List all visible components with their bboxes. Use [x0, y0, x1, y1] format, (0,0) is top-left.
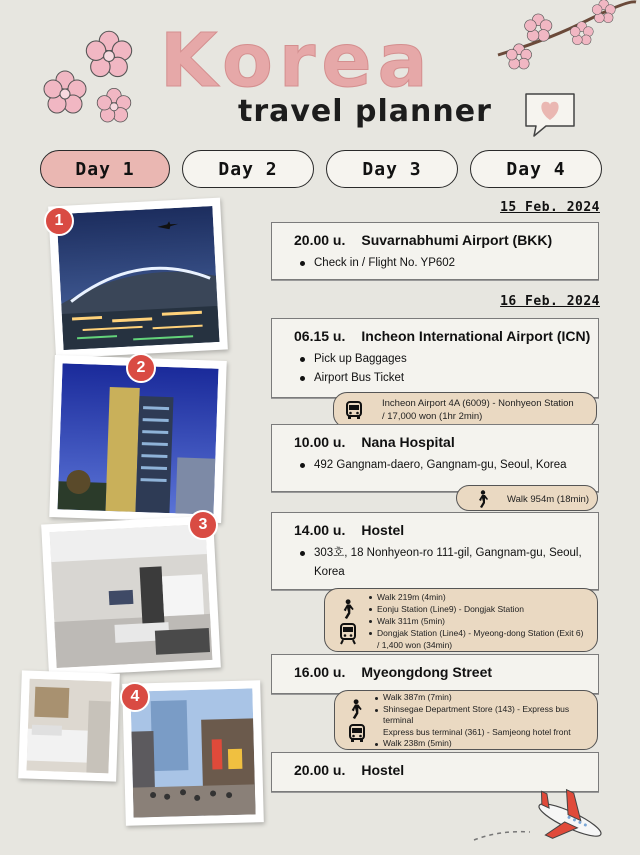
transport-line: / 1,400 won (34min) [377, 640, 453, 650]
date-label: 15 Feb. 2024 [500, 200, 600, 215]
walking-person-icon [475, 490, 489, 508]
page-subtitle: travel planner [238, 94, 492, 129]
page-title: Korea [160, 18, 434, 104]
schedule-item [271, 318, 599, 398]
schedule-item [271, 512, 599, 590]
schedule-place: Incheon International Airport (ICN) [361, 328, 591, 344]
bedroom-image [26, 679, 111, 774]
transport-line: Walk 238m (5min) [375, 738, 591, 750]
schedule-place: Nana Hospital [361, 434, 455, 450]
schedule-time: 20.00 u. [294, 232, 346, 248]
transport-line: Incheon Airport 4A (6009) - Nonhyeon Station [382, 398, 574, 409]
transport-line: Express bus terminal (361) - Samjeong hotel front [383, 726, 571, 737]
schedule-time: 10.00 u. [294, 434, 346, 450]
photo-number-badge: 2 [126, 353, 156, 383]
schedule-time: 16.00 u. [294, 664, 346, 680]
schedule-note: 492 Gangnam-daero, Gangnam-gu, Seoul, Korea [300, 456, 598, 475]
hospital-image [57, 363, 218, 514]
schedule-place: Suvarnabhumi Airport (BKK) [361, 232, 553, 248]
heart-bubble-icon [520, 88, 580, 140]
schedule-place: Hostel [361, 762, 405, 778]
tab-day-4[interactable]: Day 4 [470, 150, 602, 188]
subway-icon [339, 623, 357, 645]
transport-line: / 17,000 won (1hr 2min) [382, 411, 483, 422]
transport-line: Walk 954m (18min) [507, 494, 590, 505]
schedule-note: 303호, 18 Nonhyeon-ro 111-gil, Gangnam-gu, Seoul, [300, 544, 598, 563]
transport-line: Shinsegae Department Store (143) - Express bus terminal [375, 704, 591, 727]
walking-person-icon [339, 599, 355, 619]
room-image [50, 524, 213, 668]
transport-line: Dongjak Station (Line4) - Myeong-dong Station (Exit 6) [369, 627, 591, 639]
transport-line: Walk 219m (4min) [369, 591, 591, 603]
schedule-item [271, 222, 599, 280]
cherry-blossom-icon [82, 28, 136, 82]
schedule-item [271, 424, 599, 492]
transport-line: Walk 387m (7min) [375, 692, 591, 704]
schedule-item [271, 654, 599, 694]
airport-image [57, 206, 220, 350]
schedule-place: Hostel [361, 522, 405, 538]
transport-line: Walk 311m (5min) [369, 615, 591, 627]
schedule-note: Check in / Flight No. YP602 [300, 254, 598, 273]
tab-day-3[interactable]: Day 3 [326, 150, 458, 188]
cherry-blossom-icon [94, 86, 134, 126]
transport-pill [324, 588, 598, 652]
date-label: 16 Feb. 2024 [500, 294, 600, 309]
transport-pill [333, 392, 597, 428]
tab-day-2[interactable]: Day 2 [182, 150, 314, 188]
photo-hostel-room [41, 516, 221, 677]
photo-number-badge: 1 [44, 206, 74, 236]
schedule-place: Myeongdong Street [361, 664, 493, 680]
bus-icon [344, 400, 364, 420]
schedule-note-continued: Korea [314, 566, 345, 578]
photo-hostel-bedroom [18, 670, 120, 781]
transport-pill [334, 690, 598, 750]
schedule-time: 20.00 u. [294, 762, 346, 778]
schedule-note: Airport Bus Ticket [300, 369, 598, 388]
photo-number-badge: 4 [120, 682, 150, 712]
transport-pill [456, 485, 598, 511]
schedule-time: 06.15 u. [294, 328, 346, 344]
transport-line: Eonju Station (Line9) - Dongjak Station [369, 603, 591, 615]
street-image [130, 688, 255, 817]
cherry-blossom-branch-icon [478, 0, 638, 70]
schedule-note: Pick up Baggages [300, 350, 598, 369]
photo-number-badge: 3 [188, 510, 218, 540]
bus-icon [347, 723, 367, 743]
photo-airport [48, 198, 228, 359]
airplane-icon [470, 780, 610, 850]
walking-person-icon [347, 699, 363, 719]
tab-day-1[interactable]: Day 1 [40, 150, 170, 188]
schedule-time: 14.00 u. [294, 522, 346, 538]
